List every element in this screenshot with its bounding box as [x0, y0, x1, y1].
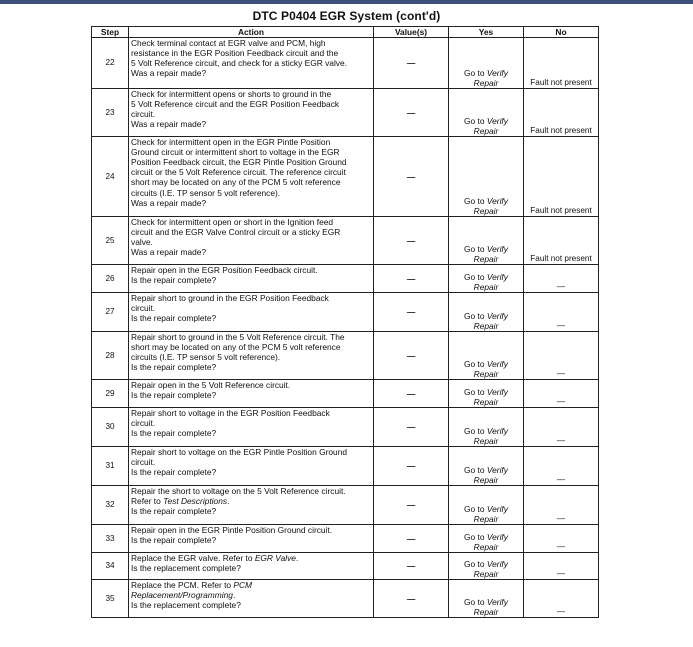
yes-cell: [449, 332, 524, 380]
value-dash: —: [406, 273, 416, 284]
table-header-row: [92, 27, 599, 38]
table-row: [92, 380, 599, 408]
action-cell: [129, 217, 374, 265]
action-cell: [129, 408, 374, 447]
value-dash: —: [406, 58, 416, 69]
verify-repair-link[interactable]: Verify: [486, 195, 508, 206]
action-text: Repair short to voltage in the EGR Position Feedback circuit.: [131, 408, 330, 429]
verify-repair-link[interactable]: Verify: [486, 358, 508, 369]
no-cell: Fault not present: [524, 38, 599, 89]
value-cell: [374, 553, 449, 580]
value-cell: [374, 38, 449, 89]
no-cell: —: [524, 580, 599, 618]
yes-cell: [449, 408, 524, 447]
verify-repair-link[interactable]: Verify: [486, 243, 508, 254]
verify-repair-link[interactable]: Verify: [486, 115, 508, 126]
yes-prefix: Go to: [464, 115, 485, 126]
table-row: [92, 38, 599, 89]
yes-cell: [449, 553, 524, 580]
table-body: [92, 38, 599, 618]
yes-cell: [449, 217, 524, 265]
action-text: Repair the short to voltage on the 5 Volt Reference circuit. Refer to: [131, 486, 346, 507]
window-top-bar: [0, 0, 693, 4]
step-number: 33: [92, 525, 129, 553]
yes-repair-link[interactable]: Repair: [473, 206, 499, 216]
yes-line-1: [451, 272, 521, 282]
yes-line-1: [451, 504, 521, 514]
yes-cell: [449, 380, 524, 408]
yes-line-1: [451, 116, 521, 126]
yes-repair-link[interactable]: Repair: [473, 436, 499, 446]
table-row: [92, 332, 599, 380]
action-text: Repair open in the EGR Pintle Position Ground circuit.: [131, 525, 333, 536]
action-text: Check for intermittent open in the EGR Pintle Position Ground circuit or intermittent short to voltage in the EGR Position Feedback circuit, the EGR Pintle Position Ground circuit or the 5 Volt Reference circuit. The reference circuit short may be located on any of the PCM 5 volt reference circuits (I.E. TP sensor 5 volt reference).: [131, 137, 347, 198]
yes-repair-link[interactable]: Repair: [473, 78, 499, 88]
verify-repair-link[interactable]: Verify: [486, 464, 508, 475]
action-reference-link[interactable]: Test Descriptions: [163, 496, 228, 507]
action-question: Was a repair made?: [131, 197, 207, 208]
action-text: Repair open in the EGR Position Feedback circuit.: [131, 265, 318, 276]
yes-line-1: [451, 68, 521, 78]
no-cell: —: [524, 486, 599, 525]
yes-cell: [449, 137, 524, 217]
yes-repair-link[interactable]: Repair: [473, 607, 499, 617]
verify-repair-link[interactable]: Verify: [486, 386, 508, 397]
action-question: Was a repair made?: [131, 247, 207, 258]
yes-repair-link[interactable]: Repair: [473, 321, 499, 331]
action-question: Was a repair made?: [131, 68, 207, 79]
verify-repair-link[interactable]: Verify: [486, 425, 508, 436]
yes-repair-link[interactable]: Repair: [473, 254, 499, 264]
yes-repair-link[interactable]: Repair: [473, 282, 499, 292]
header-no: No: [524, 27, 599, 38]
table-row: [92, 447, 599, 486]
verify-repair-link[interactable]: Verify: [486, 67, 508, 78]
action-text: Repair short to ground in the 5 Volt Reference circuit. The short may be located on any of the PCM 5 volt reference circuits (I.E. TP sensor 5 volt reference).: [131, 332, 345, 363]
table-row: [92, 137, 599, 217]
yes-line-1: [451, 387, 521, 397]
no-cell: —: [524, 293, 599, 332]
action-text: Replace the EGR valve. Refer to: [131, 553, 253, 564]
action-question: Is the repair complete?: [131, 390, 217, 401]
verify-repair-link[interactable]: Verify: [486, 503, 508, 514]
value-dash: —: [406, 307, 416, 318]
step-number: 32: [92, 486, 129, 525]
step-number: 24: [92, 137, 129, 217]
header-yes: Yes: [449, 27, 524, 38]
action-text: Repair open in the 5 Volt Reference circuit.: [131, 380, 291, 391]
no-cell: —: [524, 408, 599, 447]
no-cell: Fault not present: [524, 137, 599, 217]
table-row: [92, 217, 599, 265]
action-cell: [129, 447, 374, 486]
yes-line-1: [451, 311, 521, 321]
action-question: Is the repair complete?: [131, 313, 217, 324]
action-question: Is the repair complete?: [131, 467, 217, 478]
step-number: 23: [92, 89, 129, 137]
yes-cell: [449, 525, 524, 553]
step-number: 28: [92, 332, 129, 380]
value-dash: —: [406, 500, 416, 511]
no-cell: —: [524, 332, 599, 380]
no-cell: —: [524, 553, 599, 580]
action-question: Is the repair complete?: [131, 506, 217, 517]
action-cell: [129, 293, 374, 332]
action-question: Was a repair made?: [131, 119, 207, 130]
value-dash: —: [406, 107, 416, 118]
action-cell: [129, 137, 374, 217]
value-cell: [374, 447, 449, 486]
page-title: DTC P0404 EGR System (cont'd): [252, 9, 441, 23]
yes-line-1: [451, 465, 521, 475]
yes-line-1: [451, 196, 521, 206]
action-reference-suffix: .: [227, 496, 230, 507]
action-question: Is the repair complete?: [131, 362, 217, 373]
table-row: [92, 89, 599, 137]
value-dash: —: [406, 422, 416, 433]
value-cell: [374, 89, 449, 137]
yes-prefix: Go to: [464, 386, 485, 397]
step-number: 34: [92, 553, 129, 580]
value-dash: —: [406, 171, 416, 182]
verify-repair-link[interactable]: Verify: [486, 596, 508, 607]
action-cell: [129, 486, 374, 525]
action-cell: [129, 332, 374, 380]
yes-cell: [449, 486, 524, 525]
verify-repair-link[interactable]: Verify: [486, 271, 508, 282]
yes-cell: [449, 447, 524, 486]
yes-line-1: [451, 597, 521, 607]
table-row: [92, 293, 599, 332]
yes-prefix: Go to: [464, 596, 485, 607]
header-action: Action: [129, 27, 374, 38]
value-dash: —: [406, 533, 416, 544]
yes-repair-link[interactable]: Repair: [473, 542, 499, 552]
yes-repair-link[interactable]: Repair: [473, 397, 499, 407]
no-cell: —: [524, 380, 599, 408]
action-reference-suffix: .: [295, 553, 299, 564]
action-text: Check for intermittent opens or shorts to ground in the 5 Volt Reference circuit and the EGR Position Feedback circuit.: [131, 89, 340, 120]
table-row: [92, 486, 599, 525]
action-cell: [129, 525, 374, 553]
step-number: 29: [92, 380, 129, 408]
value-cell: [374, 265, 449, 293]
yes-prefix: Go to: [464, 558, 485, 569]
value-dash: —: [406, 388, 416, 399]
action-reference-link[interactable]: PCM Replacement/Programming: [131, 580, 253, 601]
value-dash: —: [406, 561, 416, 572]
table-row: [92, 265, 599, 293]
yes-line-1: [451, 359, 521, 369]
yes-prefix: Go to: [464, 464, 485, 475]
verify-repair-link[interactable]: Verify: [486, 558, 508, 569]
no-cell: —: [524, 265, 599, 293]
action-reference-link[interactable]: EGR Valve: [254, 553, 296, 564]
verify-repair-link[interactable]: Verify: [486, 531, 508, 542]
action-cell: [129, 265, 374, 293]
action-text: Check terminal contact at EGR valve and PCM, high resistance in the EGR Position Feedback circuit and the 5 Volt Reference circuit, and check for a sticky EGR valve.: [131, 38, 347, 69]
table-row: [92, 408, 599, 447]
value-dash: —: [406, 593, 416, 604]
yes-cell: [449, 293, 524, 332]
action-cell: [129, 580, 374, 618]
action-text: Replace the PCM. Refer to: [131, 580, 232, 591]
action-question: Is the repair complete?: [131, 535, 217, 546]
step-number: 26: [92, 265, 129, 293]
value-cell: [374, 217, 449, 265]
header-values: Value(s): [374, 27, 449, 38]
action-question: Is the replacement complete?: [131, 563, 241, 574]
yes-prefix: Go to: [464, 531, 485, 542]
action-text: Check for intermittent open or short in the Ignition feed circuit and the EGR Valve Control circuit or a sticky EGR valve.: [131, 217, 341, 248]
action-question: Is the replacement complete?: [131, 600, 241, 611]
header-step: Step: [92, 27, 129, 38]
step-number: 30: [92, 408, 129, 447]
yes-repair-link[interactable]: Repair: [473, 369, 499, 379]
yes-prefix: Go to: [464, 243, 485, 254]
value-dash: —: [406, 461, 416, 472]
yes-prefix: Go to: [464, 358, 485, 369]
step-number: 25: [92, 217, 129, 265]
action-cell: [129, 553, 374, 580]
step-number: 27: [92, 293, 129, 332]
action-cell: [129, 380, 374, 408]
yes-prefix: Go to: [464, 67, 485, 78]
action-reference-suffix: .: [232, 590, 236, 601]
yes-cell: [449, 265, 524, 293]
no-cell: —: [524, 525, 599, 553]
action-question: Is the repair complete?: [131, 275, 217, 286]
action-cell: [129, 38, 374, 89]
verify-repair-link[interactable]: Verify: [486, 310, 508, 321]
yes-repair-link[interactable]: Repair: [473, 475, 499, 485]
table-row: [92, 525, 599, 553]
value-cell: [374, 380, 449, 408]
yes-prefix: Go to: [464, 503, 485, 514]
yes-repair-link[interactable]: Repair: [473, 569, 499, 579]
yes-cell: [449, 580, 524, 618]
table-row: [92, 553, 599, 580]
yes-line-1: [451, 559, 521, 569]
yes-cell: [449, 38, 524, 89]
value-cell: [374, 137, 449, 217]
value-cell: [374, 486, 449, 525]
yes-line-1: [451, 426, 521, 436]
value-cell: [374, 580, 449, 618]
table-row: [92, 580, 599, 618]
step-number: 22: [92, 38, 129, 89]
value-cell: [374, 525, 449, 553]
action-cell: [129, 89, 374, 137]
no-cell: Fault not present: [524, 217, 599, 265]
yes-line-1: [451, 532, 521, 542]
step-number: 31: [92, 447, 129, 486]
yes-prefix: Go to: [464, 310, 485, 321]
yes-prefix: Go to: [464, 425, 485, 436]
no-cell: Fault not present: [524, 89, 599, 137]
diagnostic-table: [91, 26, 599, 618]
yes-prefix: Go to: [464, 271, 485, 282]
value-dash: —: [406, 350, 416, 361]
value-cell: [374, 293, 449, 332]
yes-line-1: [451, 244, 521, 254]
value-cell: [374, 408, 449, 447]
yes-prefix: Go to: [464, 195, 485, 206]
step-number: 35: [92, 580, 129, 618]
yes-repair-link[interactable]: Repair: [473, 514, 499, 524]
action-text: Repair short to ground in the EGR Position Feedback circuit.: [131, 293, 329, 314]
no-cell: —: [524, 447, 599, 486]
value-cell: [374, 332, 449, 380]
action-text: Repair short to voltage on the EGR Pintle Position Ground circuit.: [131, 447, 348, 468]
yes-cell: [449, 89, 524, 137]
value-dash: —: [406, 235, 416, 246]
yes-repair-link[interactable]: Repair: [473, 126, 499, 136]
action-question: Is the repair complete?: [131, 428, 217, 439]
